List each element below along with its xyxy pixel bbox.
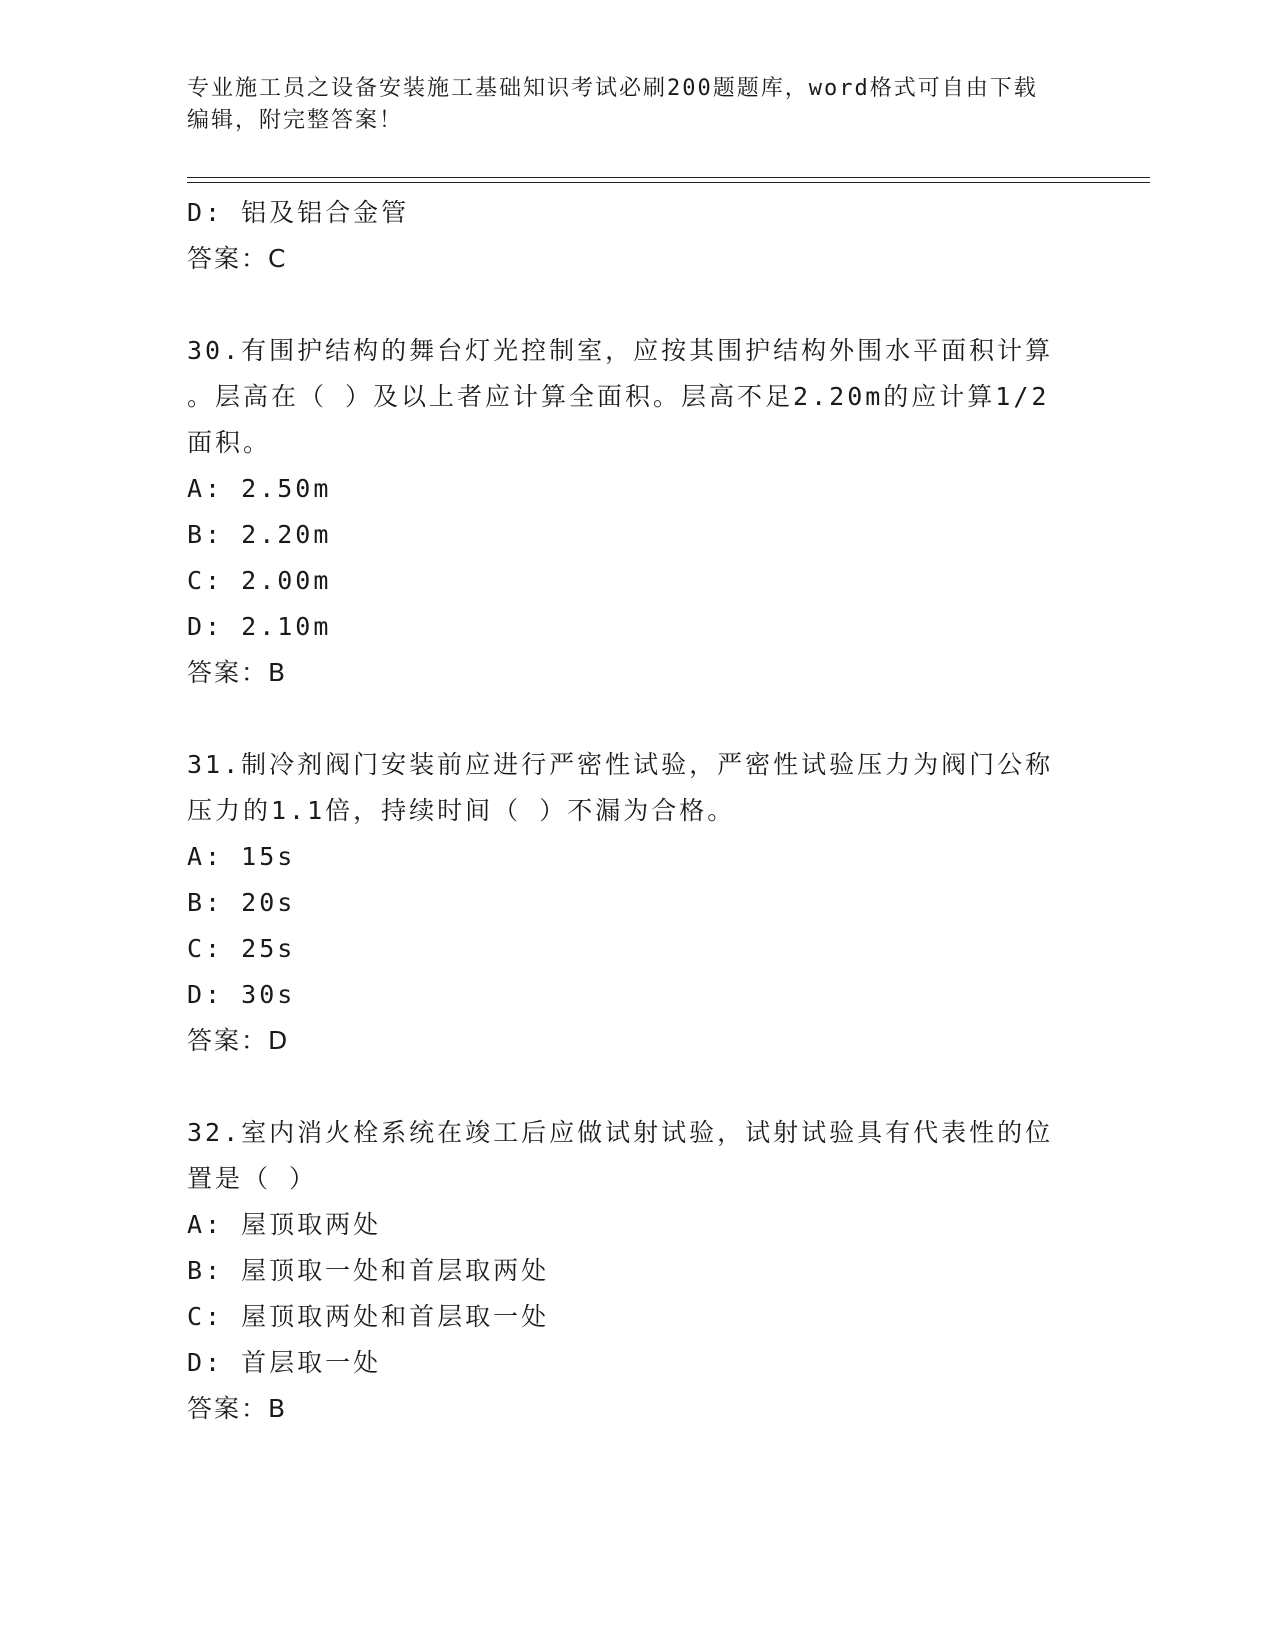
- option-b: B: 20s: [187, 888, 296, 917]
- question-text-line-3: 面积。: [187, 428, 272, 457]
- document-body: [187, 190, 1087, 1432]
- option-a: A: 15s: [187, 842, 296, 871]
- question-30: [187, 328, 1087, 696]
- header-line-2: 编辑，附完整答案！: [187, 108, 404, 133]
- answer: 答案：B: [187, 658, 288, 687]
- question-29-tail: [187, 190, 1087, 282]
- option-d: D: 30s: [187, 980, 296, 1009]
- answer: 答案：D: [187, 1026, 290, 1055]
- option-b: B: 屋顶取一处和首层取两处: [187, 1256, 550, 1285]
- header-line-1: 专业施工员之设备安装施工基础知识考试必刷200题题库，word格式可自由下载: [187, 76, 1038, 101]
- option-a: A: 2.50m: [187, 474, 332, 503]
- option-c: C: 25s: [187, 934, 296, 963]
- spacer: [187, 1064, 1087, 1110]
- question-text-line-1: 31.制冷剂阀门安装前应进行严密性试验，严密性试验压力为阀门公称: [187, 750, 1054, 779]
- question-text-line-2: 压力的1.1倍，持续时间（ ）不漏为合格。: [187, 796, 736, 825]
- answer: 答案：C: [187, 244, 288, 273]
- spacer: [187, 696, 1087, 742]
- answer: 答案：B: [187, 1394, 288, 1423]
- question-text-line-2: 置是（ ）: [187, 1164, 318, 1193]
- option-d: D: 首层取一处: [187, 1348, 382, 1377]
- question-text-line-2: 。层高在（ ）及以上者应计算全面积。层高不足2.20m的应计算1/2: [187, 382, 1050, 411]
- option-c: C: 2.00m: [187, 566, 332, 595]
- question-text-line-1: 30.有围护结构的舞台灯光控制室，应按其围护结构外围水平面积计算: [187, 336, 1054, 365]
- question-text-line-1: 32.室内消火栓系统在竣工后应做试射试验，试射试验具有代表性的位: [187, 1118, 1054, 1147]
- question-32: [187, 1110, 1087, 1432]
- option-d: D: 2.10m: [187, 612, 332, 641]
- header-divider-top: [187, 177, 1150, 178]
- header-divider-bottom: [187, 182, 1150, 183]
- option-b: B: 2.20m: [187, 520, 332, 549]
- option-d: D: 铝及铝合金管: [187, 198, 410, 227]
- option-c: C: 屋顶取两处和首层取一处: [187, 1302, 550, 1331]
- option-a: A: 屋顶取两处: [187, 1210, 382, 1239]
- question-31: [187, 742, 1087, 1064]
- document-header: [187, 73, 1087, 137]
- spacer: [187, 282, 1087, 328]
